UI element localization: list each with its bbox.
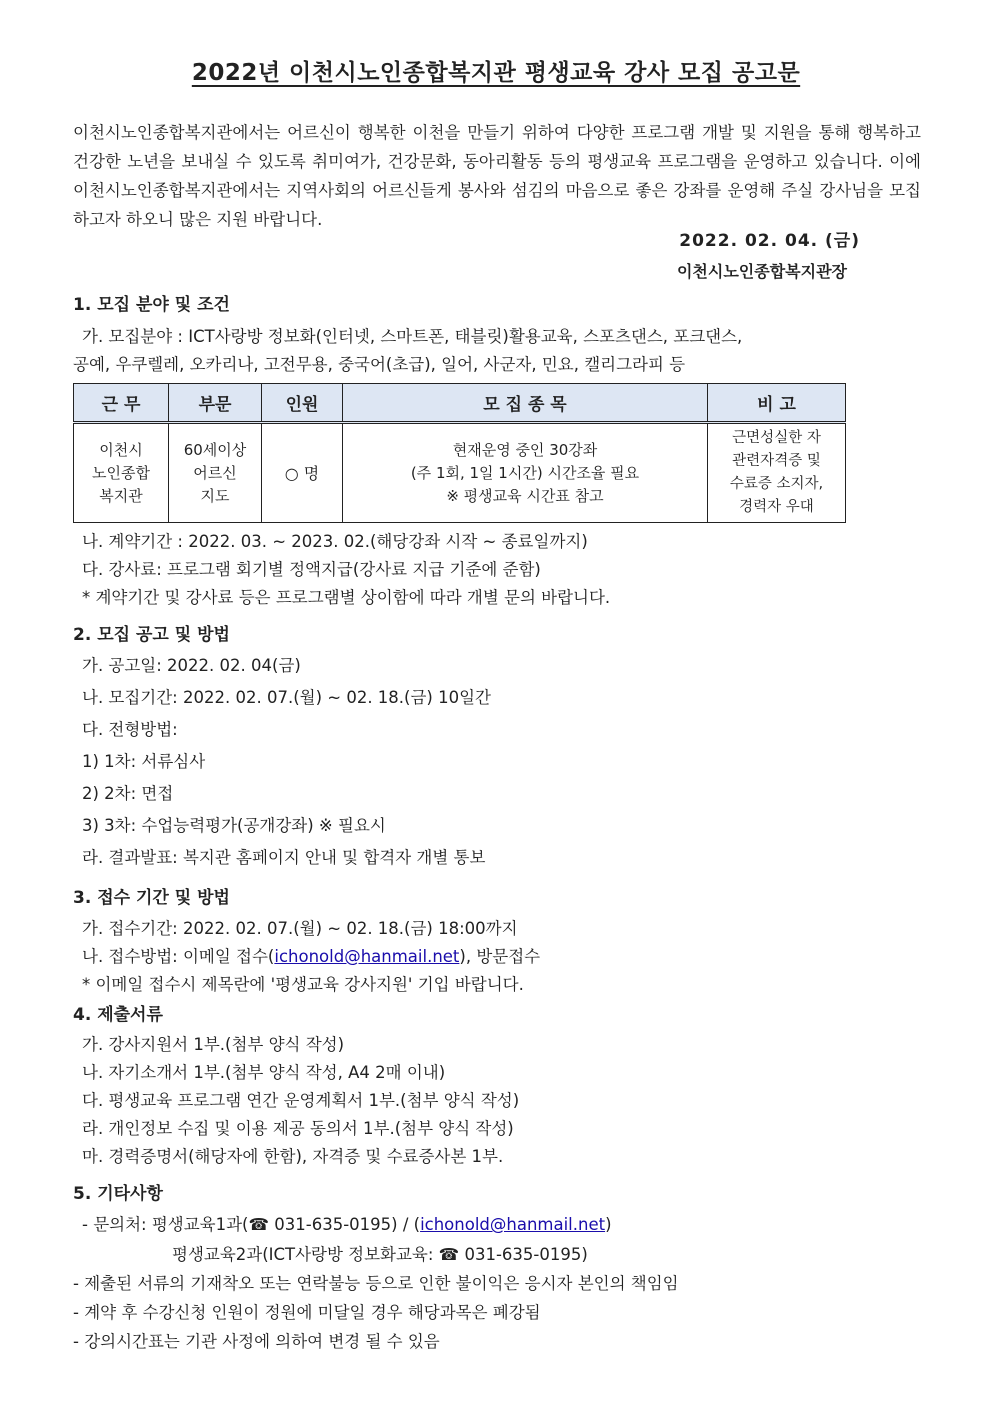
contract-note: * 계약기간 및 강사료 등은 프로그램별 상이함에 따라 개별 문의 바랍니다. xyxy=(82,588,611,607)
contact-line: - 문의처: 평생교육1과(☎ 031-635-0195) / (ichonold@hanmail.net) xyxy=(82,1215,612,1234)
list-item: 마. 경력증명서(해당자에 한함), 자격증 및 수료증사본 1부. xyxy=(82,1147,504,1166)
cell-work: 이천시 노인종합 복지관 xyxy=(74,423,169,523)
document-title: 2022년 이천시노인종합복지관 평생교육 강사 모집 공고문 xyxy=(191,60,801,86)
list-item: 나. 모집기간: 2022. 02. 07.(월) ~ 02. 18.(금) 10일간 xyxy=(82,688,491,707)
application-period: 가. 접수기간: 2022. 02. 07.(월) ~ 02. 18.(금) 18:00까지 xyxy=(82,919,518,938)
list-item: - 제출된 서류의 기재착오 또는 연락불능 등으로 인한 불이익은 응시자 본인의 책임임 xyxy=(73,1274,679,1293)
application-method: 나. 접수방법: 이메일 접수(ichonold@hanmail.net), 방문접수 xyxy=(82,947,541,966)
cell-division: 60세이상 어르신 지도 xyxy=(169,423,262,523)
contact-line-2: 평생교육2과(ICT사랑방 정보화교육: ☎ 031-635-0195) xyxy=(172,1245,588,1264)
notice-date: 2022. 02. 04. (금) xyxy=(679,231,860,251)
list-item: - 강의시간표는 기관 사정에 의하여 변경 될 수 있음 xyxy=(73,1332,440,1351)
cell-items: 현재운영 중인 30강좌 (주 1회, 1일 1시간) 시간조율 필요 ※ 평생교육 시간표 참고 xyxy=(343,423,708,523)
list-item: - 계약 후 수강신청 인원이 정원에 미달일 경우 해당과목은 폐강됨 xyxy=(73,1303,541,1322)
cell-note: 근면성실한 자 관련자격증 및 수료증 소지자, 경력자 우대 xyxy=(708,423,846,523)
list-item: 1) 1차: 서류심사 xyxy=(82,752,206,771)
section-5-heading: 5. 기타사항 xyxy=(73,1184,163,1204)
lecture-fee: 다. 강사료: 프로그램 회기별 정액지급(강사료 지급 기준에 준함) xyxy=(82,560,541,579)
section-3-heading: 3. 접수 기간 및 방법 xyxy=(73,888,230,908)
list-item: 나. 자기소개서 1부.(첨부 양식 작성, A4 2매 이내) xyxy=(82,1063,446,1082)
list-item: 가. 강사지원서 1부.(첨부 양식 작성) xyxy=(82,1035,345,1054)
header-items: 모 집 종 목 xyxy=(343,384,708,423)
list-item: 라. 결과발표: 복지관 홈페이지 안내 및 합격자 개별 통보 xyxy=(82,848,486,867)
email-link[interactable]: ichonold@hanmail.net xyxy=(274,947,460,966)
table-header-row xyxy=(74,384,846,423)
table-row xyxy=(74,423,846,523)
recruit-table xyxy=(73,383,846,523)
header-work: 근 무 xyxy=(74,384,169,423)
list-item: 다. 전형방법: xyxy=(82,720,178,739)
header-division: 부문 xyxy=(169,384,262,423)
list-item: 라. 개인정보 수집 및 이용 제공 동의서 1부.(첨부 양식 작성) xyxy=(82,1119,514,1138)
contact-email-link[interactable]: ichonold@hanmail.net xyxy=(420,1215,606,1234)
section-1-heading: 1. 모집 분야 및 조건 xyxy=(73,295,230,315)
recruit-field-line-1: 가. 모집분야 : ICT사랑방 정보화(인터넷, 스마트폰, 태블릿)활용교육, 스포츠댄스, 포크댄스, xyxy=(82,327,743,346)
header-count: 인원 xyxy=(262,384,343,423)
list-item: 2) 2차: 면접 xyxy=(82,784,174,803)
cell-count: ○ 명 xyxy=(262,423,343,523)
section-4-heading: 4. 제출서류 xyxy=(73,1005,163,1025)
list-item: 다. 평생교육 프로그램 연간 운영계획서 1부.(첨부 양식 작성) xyxy=(82,1091,520,1110)
contract-period: 나. 계약기간 : 2022. 03. ~ 2023. 02.(해당강좌 시작 ~ 종료일까지) xyxy=(82,532,588,551)
intro-paragraph: 이천시노인종합복지관에서는 어르신이 행복한 이천을 만들기 위하여 다양한 프로그램 개발 및 지원을 통해 행복하고 건강한 노년을 보내실 수 있도록 취미여가, 건강문화, 동아리활동 등의 평생교육 프로그램을 운영하고 있습니다. 이에 이천시노인종합복지관에서는 지역사회의 어르신들게 봉사와 섬김의 마음으로 좋은 강좌를 운영해 주실 강사님을 모집하고자 하오니 많은 지원 바랍니다. xyxy=(73,123,921,229)
list-item: 3) 3차: 수업능력평가(공개강좌) ※ 필요시 xyxy=(82,816,386,835)
section-2-heading: 2. 모집 공고 및 방법 xyxy=(73,625,230,645)
list-item: 가. 공고일: 2022. 02. 04(금) xyxy=(82,656,301,675)
header-note: 비 고 xyxy=(708,384,846,423)
application-note: * 이메일 접수시 제목란에 '평생교육 강사지원' 기입 바랍니다. xyxy=(82,975,524,994)
issuer-signature: 이천시노인종합복지관장 xyxy=(676,262,847,281)
recruit-field-line-2: 공예, 우쿠렐레, 오카리나, 고전무용, 중국어(초급), 일어, 사군자, 민요, 캘리그라피 등 xyxy=(73,355,686,374)
